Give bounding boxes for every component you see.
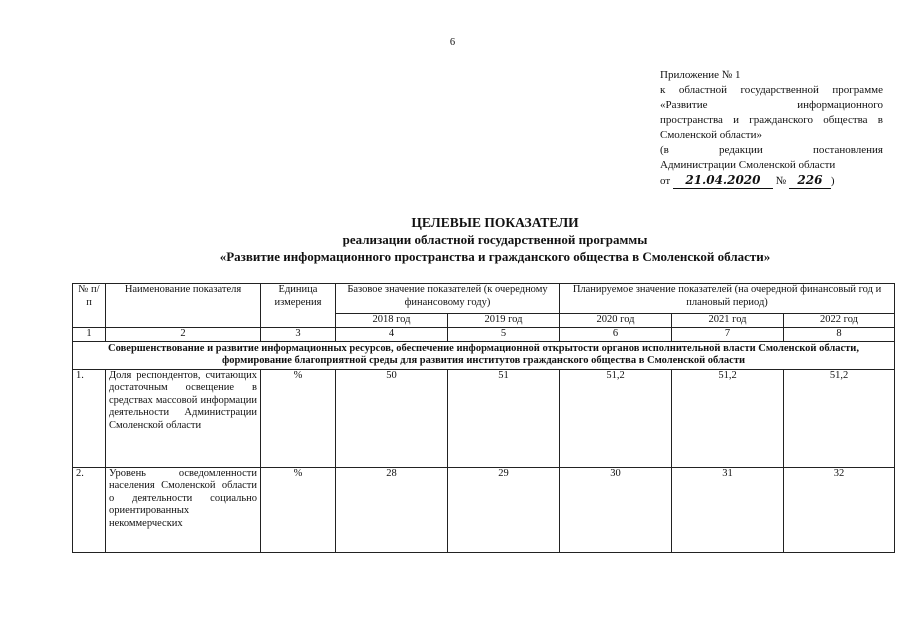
index-row [73, 328, 895, 342]
value-cell: 50 [336, 369, 448, 467]
header-base: Базовое значение показателей (к очередному финансовому году) [336, 284, 560, 314]
header-year: 2019 год [448, 314, 560, 328]
appendix-line: «Развитие информационного [660, 99, 883, 111]
page-number: 6 [449, 37, 456, 48]
table-row [73, 369, 895, 467]
index-cell: 6 [560, 328, 672, 342]
date-prefix: от [660, 175, 671, 187]
value-cell: 51,2 [560, 369, 672, 467]
value-cell: 28 [336, 467, 448, 552]
title-line-3: «Развитие информационного пространства и гражданского общества в Смоленской области» [219, 249, 771, 264]
appendix-line: к областной государственной программе [660, 84, 883, 96]
appendix-line: пространства и гражданского общества в [660, 114, 883, 126]
value-cell: 51,2 [672, 369, 784, 467]
header-name: Наименование показателя [106, 284, 261, 328]
appendix-line: Приложение № 1 [660, 69, 741, 81]
value-cell: 51 [448, 369, 560, 467]
unit-cell: % [261, 369, 336, 467]
unit-cell: % [261, 467, 336, 552]
header-year: 2020 год [560, 314, 672, 328]
title-line-1: ЦЕЛЕВЫЕ ПОКАЗАТЕЛИ [411, 215, 579, 230]
section-title: Совершенствование и развитие информационных ресурсов, обеспечение информационной открытости органов исполнительной власти Смоленской области, формирование благоприятной среды для развития институтов гражданского общества в Смоленской области [73, 341, 895, 369]
indicator-name: Доля респондентов, считающих достаточным освещение в средствах массовой информации деятельности Администрации Смоленской области [106, 369, 261, 467]
index-cell: 5 [448, 328, 560, 342]
table-row [73, 467, 895, 552]
appendix-line: Администрации Смоленской области [660, 159, 836, 171]
appendix-line: Смоленской области» [660, 129, 762, 141]
appendix-date-line [660, 173, 883, 189]
index-cell: 4 [336, 328, 448, 342]
header-year: 2021 год [672, 314, 784, 328]
handwritten-date: 21.04.2020 [673, 173, 773, 189]
index-cell: 7 [672, 328, 784, 342]
handwritten-number: 226 [789, 173, 831, 189]
index-cell: 2 [106, 328, 261, 342]
section-row [73, 341, 895, 369]
header-unit: Единица измерения [261, 284, 336, 328]
number-prefix: № [775, 175, 787, 187]
indicators-table [72, 283, 895, 553]
closing-paren: ) [830, 175, 835, 187]
row-number: 2. [73, 467, 106, 552]
indicator-name: Уровень осведомленности населения Смоленской области о деятельности социально ориентированных некоммерческих [106, 467, 261, 552]
index-cell: 8 [784, 328, 895, 342]
index-cell: 3 [261, 328, 336, 342]
index-cell: 1 [73, 328, 106, 342]
header-num: № п/п [73, 284, 106, 328]
title-line-2: реализации областной государственной программы [342, 232, 648, 247]
appendix-block [660, 68, 883, 189]
header-year: 2018 год [336, 314, 448, 328]
value-cell: 29 [448, 467, 560, 552]
appendix-line: (в редакции постановления [660, 144, 883, 156]
value-cell: 30 [560, 467, 672, 552]
row-number: 1. [73, 369, 106, 467]
value-cell: 32 [784, 467, 895, 552]
header-year: 2022 год [784, 314, 895, 328]
header-planned: Планируемое значение показателей (на очередной финансовый год и плановый период) [560, 284, 895, 314]
document-title [0, 214, 905, 265]
value-cell: 31 [672, 467, 784, 552]
value-cell: 51,2 [784, 369, 895, 467]
